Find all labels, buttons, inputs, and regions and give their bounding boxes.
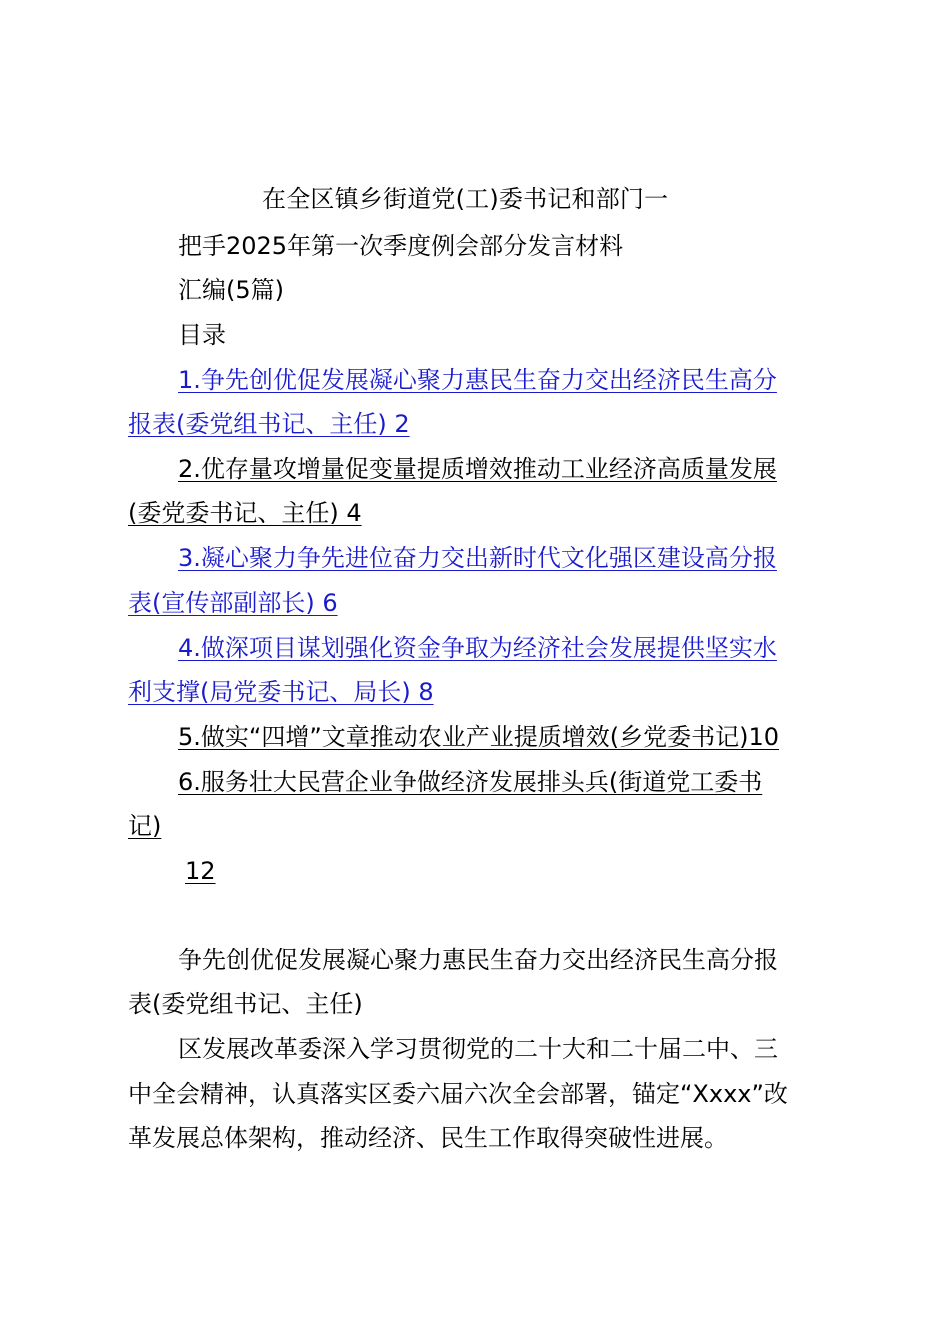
paragraph-line-2: 中全会精神，认真落实区委六届六次全会部署，锚定“Xxxx”改 bbox=[128, 1080, 788, 1108]
paragraph-line-3: 革发展总体架构，推动经济、民生工作取得突破性进展。 bbox=[128, 1124, 728, 1152]
toc-entry-3-line-1[interactable]: 3.凝心聚力争先进位奋力交出新时代文化强区建设高分报 bbox=[178, 544, 777, 572]
toc-entry-4-line-1[interactable]: 4.做深项目谋划强化资金争取为经济社会发展提供坚实水 bbox=[178, 634, 777, 662]
toc-entry-2-line-1[interactable]: 2.优存量攻增量促变量提质增效推动工业经济高质量发展 bbox=[178, 455, 777, 483]
toc-entry-6-line-1[interactable]: 6.服务壮大民营企业争做经济发展排头兵(街道党工委书 bbox=[178, 768, 763, 796]
toc-entry-6-line-2[interactable]: 记) bbox=[128, 812, 162, 840]
paragraph-line-1: 区发展改革委深入学习贯彻党的二十大和二十届二中、三 bbox=[178, 1035, 778, 1063]
toc-entry-6-page-number[interactable]: 12 bbox=[185, 857, 216, 885]
document-title-line-2: 把手2025年第一次季度例会部分发言材料 bbox=[178, 232, 624, 260]
toc-heading: 目录 bbox=[178, 321, 226, 349]
toc-entry-2-line-2[interactable]: (委党委书记、主任) 4 bbox=[128, 499, 362, 527]
toc-entry-5[interactable]: 5.做实“四增”文章推动农业产业提质增效(乡党委书记)10 bbox=[178, 723, 780, 751]
section-title-line-2: 表(委党组书记、主任) bbox=[128, 990, 363, 1018]
document-title-line-3: 汇编(5篇) bbox=[178, 276, 284, 304]
toc-entry-4-line-2[interactable]: 利支撑(局党委书记、局长) 8 bbox=[128, 678, 434, 706]
toc-entry-1-line-1[interactable]: 1.争先创优促发展凝心聚力惠民生奋力交出经济民生高分 bbox=[178, 366, 777, 394]
document-title-line-1: 在全区镇乡街道党(工)委书记和部门一 bbox=[262, 185, 669, 213]
section-title-line-1: 争先创优促发展凝心聚力惠民生奋力交出经济民生高分报 bbox=[178, 946, 778, 974]
toc-entry-3-line-2[interactable]: 表(宣传部副部长) 6 bbox=[128, 589, 338, 617]
toc-entry-1-line-2[interactable]: 报表(委党组书记、主任) 2 bbox=[128, 410, 410, 438]
